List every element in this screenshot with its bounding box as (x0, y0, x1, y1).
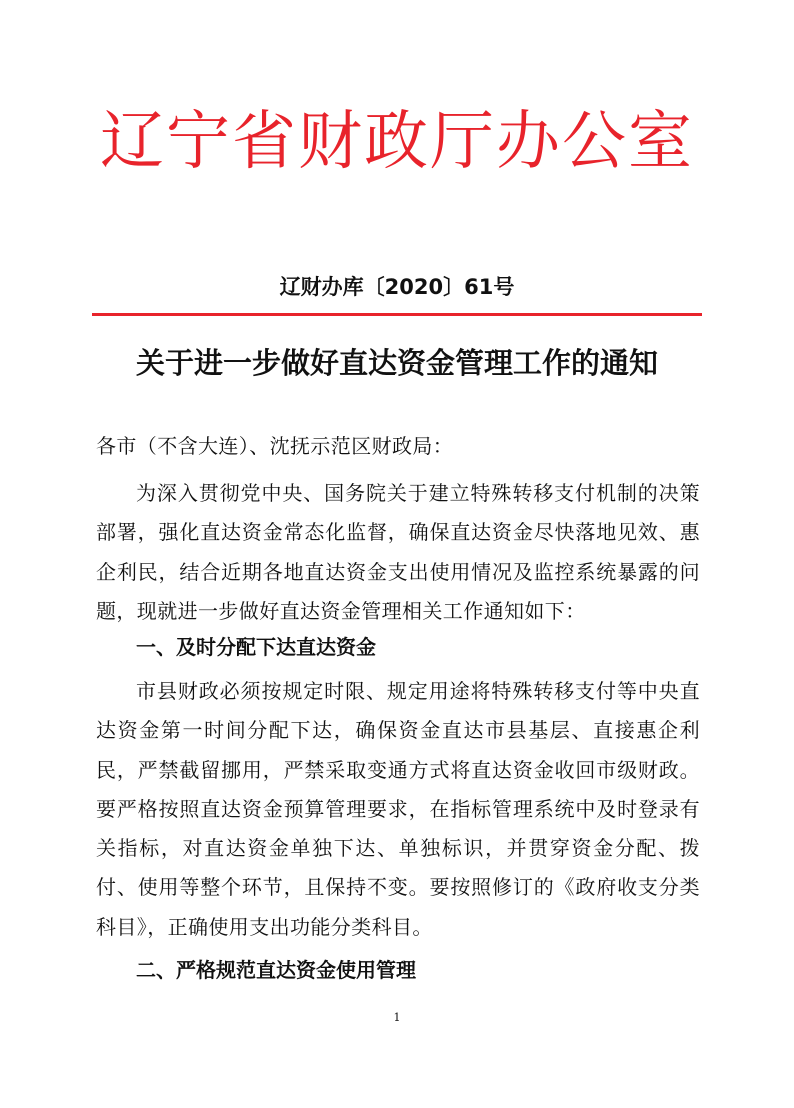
red-header-divider (92, 313, 702, 316)
salutation: 各市（不含大连）、沈抚示范区财政局： (96, 434, 454, 458)
section-heading-1: 一、及时分配下达直达资金 (136, 635, 376, 659)
paragraph-section-1: 市县财政必须按规定时限、规定用途将特殊转移支付等中央直达资金第一时间分配下达，确保资金直达市县基层、直接惠企利民，严禁截留挪用，严禁采取变通方式将直达资金收回市级财政。要严格按照直达资金预算管理要求，在指标管理系统中及时登录有关指标，对直达资金单独下达、单独标识，并贯穿资金分配、拨付、使用等整个环节，且保持不变。要按照修订的《政府收支分类科目》，正确使用支出功能分类科目。 (96, 679, 700, 939)
section-heading-2: 二、严格规范直达资金使用管理 (136, 958, 416, 982)
page-number: 1 (393, 1011, 401, 1024)
document-title: 关于进一步做好直达资金管理工作的通知 (135, 346, 658, 380)
paragraph-intro: 为深入贯彻党中央、国务院关于建立特殊转移支付机制的决策部署，强化直达资金常态化监督，确保直达资金尽快落地见效、惠企利民，结合近期各地直达资金支出使用情况及监控系统暴露的问题，现就进一步做好直达资金管理相关工作通知如下： (96, 481, 700, 623)
document-number: 辽财办库〔2020〕61号 (279, 275, 515, 299)
issuing-organization-title: 辽宁省财政厅办公室 (100, 105, 694, 179)
